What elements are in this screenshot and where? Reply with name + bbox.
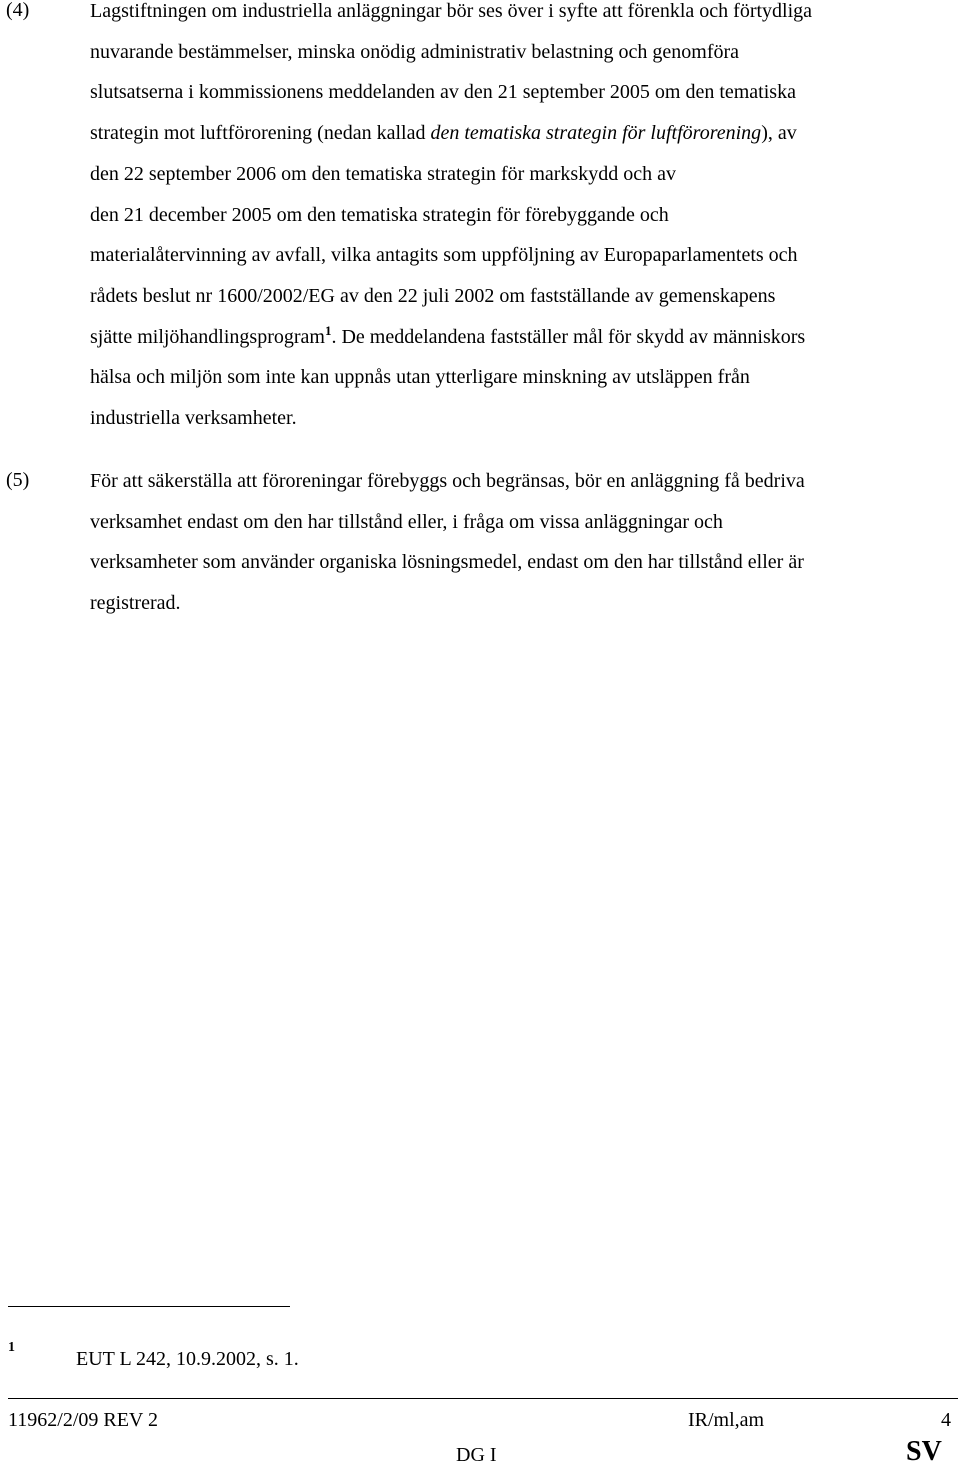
footnote-mark: 1 [8,1340,15,1355]
paragraph-line: den 21 december 2005 om den tematiska strategin för förebyggande och [90,203,669,226]
paragraph-line [90,119,797,147]
paragraph-line: verksamhet endast om den har tillstånd eller, i fråga om vissa anläggningar och [90,510,723,533]
paragraph-line: verksamheter som använder organiska lösningsmedel, endast om den har tillstånd eller är [90,551,804,574]
document-reference: 11962/2/09 REV 2 [8,1409,159,1431]
paragraph-line: hälsa och miljön som inte kan uppnås utan ytterligare minskning av utsläppen från [90,366,750,389]
footnote-reference[interactable]: 1 [324,322,332,338]
footer-separator [8,1398,958,1399]
paragraph-line: den 22 september 2006 om den tematiska strategin för markskydd och av [90,162,676,185]
paragraph-line: Lagstiftningen om industriella anläggningar bör ses över i syfte att förenkla och förtydliga [90,0,813,22]
line-text-post: . De meddelandena fastställer mål för skydd av människors [331,325,806,348]
line-text-italic: den tematiska strategin för luftförorening [430,122,762,145]
page-number: 4 [941,1409,951,1431]
line-text-pre: sjätte miljöhandlingsprogram [90,325,325,348]
language-code: SV [906,1436,942,1467]
paragraph-line [90,323,805,353]
paragraph-line: industriella verksamheter. [90,407,297,429]
paragraph-line: slutsatserna i kommissionens meddelanden av den 21 september 2005 om den tematiska [90,81,796,104]
paragraph-line: materialåtervinning av avfall, vilka antagits som uppföljning av Europaparlamentets och [90,244,798,267]
footnote-text: EUT L 242, 10.9.2002, s. 1. [76,1348,299,1370]
paragraph-line: nuvarande bestämmelser, minska onödig administrativ belastning och genomföra [90,40,740,63]
paragraph-line: registrerad. [90,592,181,615]
paragraph-line: rådets beslut nr 1600/2002/EG av den 22 juli 2002 om fastställande av gemenskapens [90,284,776,307]
directorate-general: DG I [456,1444,497,1466]
line-text-pre: strategin mot luftförorening (nedan kallad [90,122,431,145]
footnote-separator [8,1306,290,1307]
paragraph-number: (5) [6,469,30,491]
paragraph-line: För att säkerställa att föroreningar förebyggs och begränsas, bör en anläggning få bedriva [90,470,805,492]
paragraph-number: (4) [6,0,30,21]
author-initials: IR/ml,am [688,1409,765,1431]
line-text-post: ), av [761,122,797,145]
